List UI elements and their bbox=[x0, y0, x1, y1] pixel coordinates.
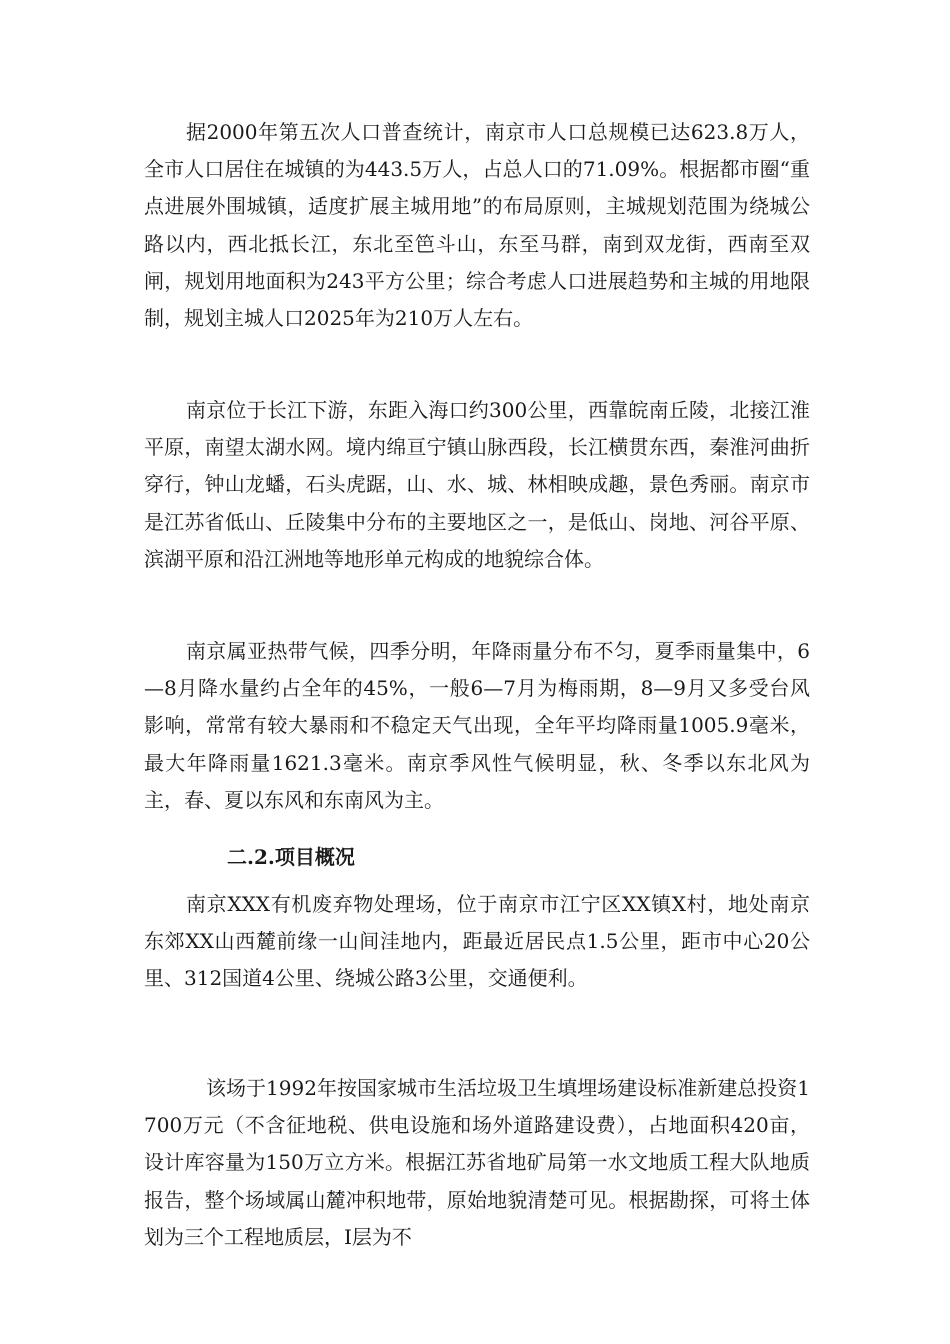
paragraph-project-details: 该场于1992年按国家城市生活垃圾卫生填埋场建设标准新建总投资1700万元（不含征地税、供电设施和场外道路建设费），占地面积420亩，设计库容量为150万立方米。根据江苏省地矿局第一水文地质工程大队地质报告，整个场域属山麓冲积地带，原始地貌清楚可见。根据勘探，可将土体划为三个工程地质层，Ⅰ层为不 bbox=[144, 1076, 810, 1249]
paragraph-geography: 南京位于长江下游，东距入海口约300公里，西靠皖南丘陵，北接江淮平原，南望太湖水网。境内绵亘宁镇山脉西段，长江横贯东西，秦淮河曲折穿行，钟山龙蟠，石头虎踞，山、水、城、林相映成趣，景色秀丽。南京市是江苏省低山、丘陵集中分布的主要地区之一，是低山、岗地、河谷平原、滨湖平原和沿江洲地等地形单元构成的地貌综合体。 bbox=[144, 398, 810, 571]
paragraph-project-location: 南京XXX有机废弃物处理场，位于南京市江宁区XX镇X村，地处南京东郊XX山西麓前缘一山间洼地内，距最近居民点1.5公里，距市中心20公里、312国道4公里、绕城公路3公里，交通便利。 bbox=[144, 892, 810, 991]
section-heading: 二.2.项目概况 bbox=[227, 845, 355, 869]
paragraph-population: 据2000年第五次人口普查统计，南京市人口总规模已达623.8万人，全市人口居住在城镇的为443.5万人，占总人口的71.09%。根据都市圈“重点进展外围城镇，适度扩展主城用地”的布局原则，主城规划范围为绕城公路以内，西北抵长江，东北至笆斗山，东至马群，南到双龙街，西南至双闸，规划用地面积为243平方公里；综合考虑人口进展趋势和主城的用地限制，规划主城人口2025年为210万人左右。 bbox=[144, 120, 810, 331]
paragraph-climate: 南京属亚热带气候，四季分明，年降雨量分布不匀，夏季雨量集中，6—8月降水量约占全年的45%，一般6—7月为梅雨期，8—9月又多受台风影响，常常有较大暴雨和不稳定天气出现，全年平均降雨量1005.9毫米，最大年降雨量1621.3毫米。南京季风性气候明显，秋、冬季以东北风为主，春、夏以东风和东南风为主。 bbox=[144, 639, 810, 812]
